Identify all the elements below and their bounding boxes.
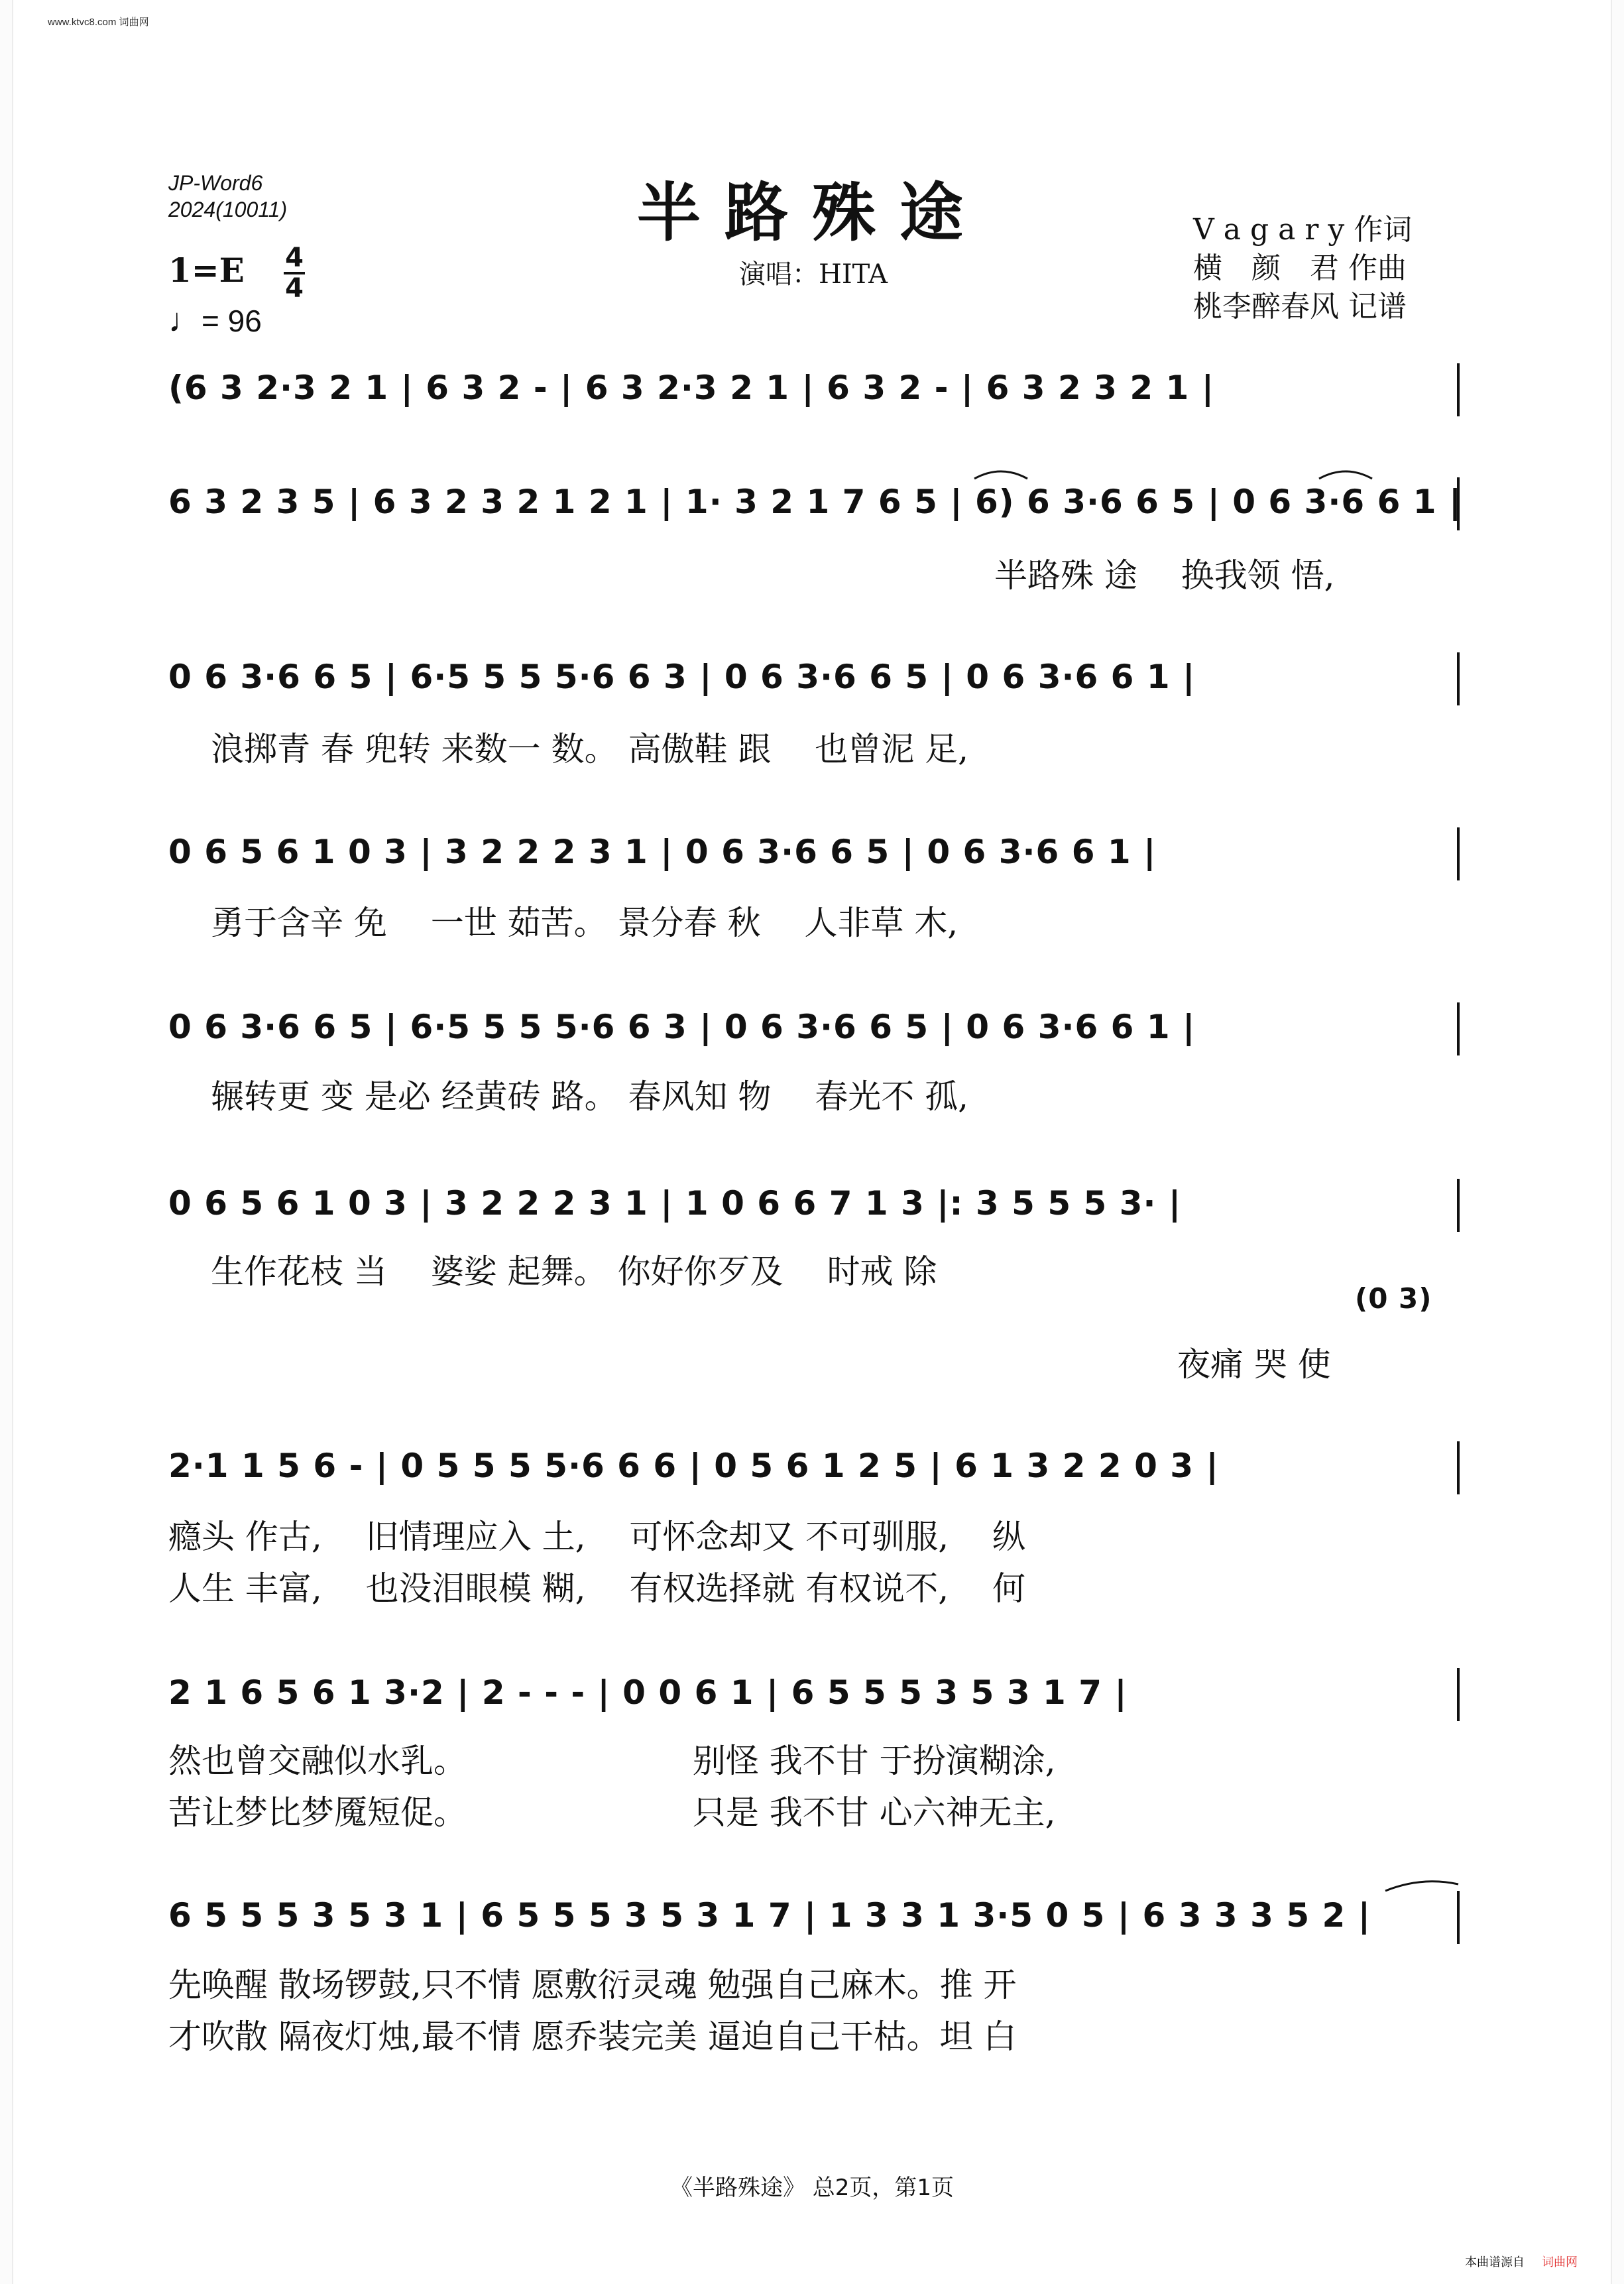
software-version: 2024(10011) (168, 198, 288, 221)
staff-row-2: 6 3 2 3 5 | 6 3 2 3 2 1 2 1 | 1· 3 2 1 7 6 5 | 6) 6 3·6 6 5 | 0 6 3·6 6 1 | (168, 483, 1462, 521)
source-label (1465, 2253, 1578, 2270)
lyric-row-2-verse-1: 半路殊 途 换我领 悟, (994, 556, 1335, 595)
time-signature-bottom: 4 (285, 273, 304, 304)
slur-row-9-end (1385, 1882, 1458, 1891)
staff-row-6: 0 6 5 6 1 0 3 | 3 2 2 2 3 1 | 1 0 6 6 7 1 3 |: 3 5 5 5 3· | (168, 1184, 1182, 1223)
lyric-row-9-verse-1: 先唤醒 散场锣鼓,只不情 愿敷衍灵魂 勉强自己麻木。推 开 (168, 1966, 1017, 2004)
staff-row-9: 6 5 5 5 3 5 3 1 | 6 5 5 5 3 5 3 1 7 | 1 3 3 1 3·5 0 5 | 6 3 3 3 5 2 | (168, 1896, 1371, 1935)
site-label: www.ktvc8.com 词曲网 (48, 17, 149, 28)
staff-row-1: (6 3 2·3 2 1 | 6 3 2 - | 6 3 2·3 2 1 | 6 3 2 - | 6 3 2 3 2 1 | (168, 369, 1215, 407)
song-title: 半路殊途 (637, 175, 987, 250)
slur-row-2-b (1319, 471, 1372, 479)
lyric-row-8-verse-1: 然也曾交融似水乳。 别怪 我不甘 于扮演糊涂, (168, 1742, 1056, 1780)
lyric-row-7-verse-1: 瘾头 作古, 旧情理应入 土, 可怀念却又 不可驯服, 纵 (168, 1518, 1026, 1556)
slurs (974, 471, 1458, 1891)
source-text: 本曲谱源自 (1465, 2255, 1525, 2269)
singer: 演唱：HITA (739, 259, 888, 290)
volta-notes: (0 3) (1355, 1282, 1432, 1315)
page-footer: 《半路殊途》 总2页，第1页 (669, 2175, 955, 2201)
quarter-note-icon: ♩ (168, 302, 202, 339)
lyric-row-6-alt: 夜痛 哭 使 (1177, 1345, 1331, 1384)
lyric-row-5-verse-1: 辗转更 变 是必 经黄砖 路。 春风知 物 春光不 孤, (211, 1077, 969, 1116)
slur-row-2-a (974, 471, 1027, 479)
lyric-row-7-verse-2: 人生 丰富, 也没泪眼模 糊, 有权选择就 有权说不, 何 (168, 1569, 1026, 1608)
lyric-row-9-verse-2: 才吹散 隔夜灯烛,最不情 愿乔装完美 逼迫自己干枯。坦 白 (168, 2017, 1017, 2056)
staff-row-4: 0 6 5 6 1 0 3 | 3 2 2 2 3 1 | 0 6 3·6 6 5 | 0 6 3·6 6 1 | (168, 833, 1157, 871)
software-name: JP-Word6 (168, 171, 263, 195)
time-signature-top: 4 (285, 243, 304, 273)
tempo-value: = 96 (202, 304, 262, 338)
lyric-row-8-verse-2: 苦让梦比梦魇短促。 只是 我不甘 心六神无主, (168, 1793, 1056, 1832)
staff-row-8: 2 1 6 5 6 1 3·2 | 2 - - - | 0 0 6 1 | 6 5 5 5 3 5 3 1 7 | (168, 1673, 1128, 1712)
source-brand: 词曲网 (1542, 2255, 1578, 2269)
lyric-row-6-verse-1: 生作花枝 当 婆娑 起舞。 你好你歹及 时戒 除 (211, 1252, 937, 1291)
key-signature: 1=E (168, 251, 245, 290)
staff-row-7: 2·1 1 5 6 - | 0 5 5 5 5·6 6 6 | 0 5 6 1 2 5 | 6 1 3 2 2 0 3 | (168, 1447, 1219, 1485)
lyricist-credit: V a g a r y 作词 (1193, 213, 1413, 247)
staff-row-3: 0 6 3·6 6 5 | 6·5 5 5 5·6 6 3 | 0 6 3·6 6 5 | 0 6 3·6 6 1 | (168, 658, 1196, 696)
staff-row-5: 0 6 3·6 6 5 | 6·5 5 5 5·6 6 3 | 0 6 3·6 6 5 | 0 6 3·6 6 1 | (168, 1008, 1196, 1046)
lyric-row-4-verse-1: 勇于含辛 免 一世 茹苦。 景分春 秋 人非草 木, (211, 904, 958, 942)
transcriber-credit: 桃李醉春风 记谱 (1193, 290, 1407, 324)
composer-credit: 横 颜 君 作曲 (1193, 251, 1407, 285)
lyric-row-3-verse-1: 浪掷青 春 兜转 来数一 数。 高傲鞋 跟 也曾泥 足, (211, 730, 969, 768)
